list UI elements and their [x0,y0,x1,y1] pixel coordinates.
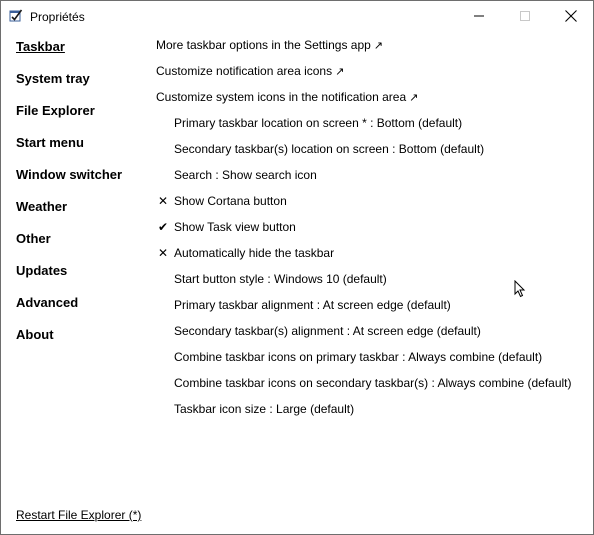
option-label: Taskbar icon size : Large (default) [174,402,355,416]
option-autohide-taskbar[interactable] [156,245,586,271]
option-combine-primary[interactable] [156,349,586,375]
sidebar-item-taskbar[interactable] [16,39,146,71]
sidebar-item-label: Taskbar [16,39,65,54]
cross-mark-icon: ✕ [157,246,169,260]
external-link-icon: ↗ [409,92,419,104]
external-link-icon: ↗ [373,40,384,52]
option-secondary-alignment[interactable] [156,323,586,349]
cross-mark-icon: ✕ [157,194,169,208]
sidebar-item-label: Updates [16,263,68,278]
sidebar-item-window-switcher[interactable] [16,167,146,199]
option-label: Show Task view button [174,220,296,234]
close-icon [565,10,577,22]
option-combine-secondary[interactable] [156,375,586,401]
option-icon-size[interactable] [156,401,586,427]
sidebar-item-label: Advanced [16,295,79,310]
title-bar[interactable] [1,1,593,31]
link-label: More taskbar options in the Settings app [156,38,371,52]
option-show-task-view[interactable] [156,219,586,245]
option-label: Secondary taskbar(s) location on screen : Bottom (default) [174,142,485,156]
sidebar-item-label: Window switcher [16,167,123,182]
external-link-icon: ↗ [335,66,345,78]
link-label: Customize notification area icons [156,64,333,78]
close-button[interactable] [548,1,594,31]
option-label: Combine taskbar icons on secondary taskbar(s) : Always combine (default) [174,376,572,390]
sidebar-item-label: Start menu [16,135,84,150]
option-primary-taskbar-location[interactable] [156,115,586,141]
sidebar-item-start-menu[interactable] [16,135,146,167]
sidebar-item-file-explorer[interactable] [16,103,146,135]
sidebar-item-label: Weather [16,199,68,214]
option-label: Combine taskbar icons on primary taskbar : Always combine (default) [174,350,543,364]
sidebar-item-weather[interactable] [16,199,146,231]
maximize-icon [520,11,530,21]
option-label: Primary taskbar alignment : At screen edge (default) [174,298,451,312]
sidebar-item-about[interactable] [16,327,146,359]
checkbox-window-icon [9,8,23,22]
sidebar-item-label: About [16,327,54,342]
option-label: Show Cortana button [174,194,287,208]
settings-app-link[interactable] [156,37,586,63]
window-title: Propriétés [30,10,85,24]
sidebar-item-advanced[interactable] [16,295,146,327]
option-label: Start button style : Windows 10 (default) [174,272,387,286]
option-secondary-taskbar-location[interactable] [156,141,586,167]
option-label: Primary taskbar location on screen * : Bottom (default) [174,116,463,130]
mouse-cursor-icon [514,280,526,298]
sidebar-item-label: File Explorer [16,103,95,118]
minimize-icon [474,11,484,21]
option-label: Automatically hide the taskbar [174,246,335,260]
system-icons-link[interactable] [156,89,586,115]
option-primary-alignment[interactable] [156,297,586,323]
restart-file-explorer-link[interactable]: Restart File Explorer (*) [16,508,142,522]
taskbar-settings-panel [156,37,586,427]
sidebar-nav [16,39,146,359]
option-search[interactable] [156,167,586,193]
option-label: Search : Show search icon [174,168,317,182]
sidebar-item-system-tray[interactable] [16,71,146,103]
minimize-button[interactable] [456,1,502,31]
sidebar-item-other[interactable] [16,231,146,263]
option-show-cortana[interactable] [156,193,586,219]
sidebar-item-updates[interactable] [16,263,146,295]
link-label: Customize system icons in the notification area [156,90,407,104]
option-label: Secondary taskbar(s) alignment : At screen edge (default) [174,324,481,338]
sidebar-item-label: Other [16,231,51,246]
checkmark-icon: ✔ [157,220,169,234]
notification-icons-link[interactable] [156,63,586,89]
sidebar-item-label: System tray [16,71,90,86]
maximize-button[interactable] [502,1,548,31]
